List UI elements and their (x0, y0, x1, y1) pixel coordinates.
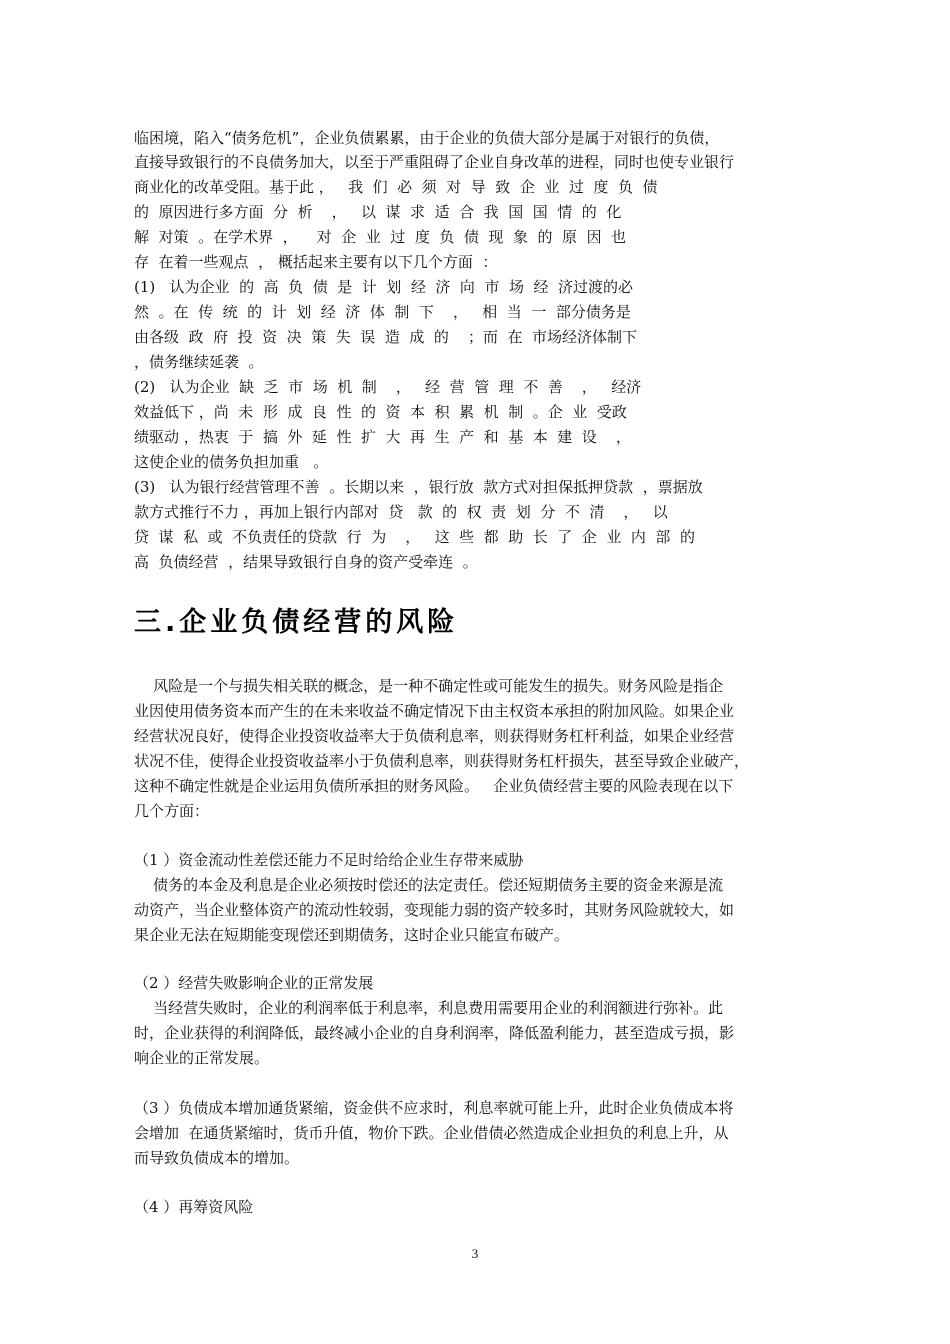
text-line: 几个方面： (134, 802, 210, 820)
text-line: 时，企业获得的利润降低，最终减小企业的自身利润率，降低盈利能力，甚至造成亏损，影 (134, 1024, 735, 1042)
risk-heading: （2 ）经营失败影响企业的正常发展 (134, 974, 374, 992)
text-line: 这种不确定性就是企业运用负债所承担的财务风险。 企业负债经营主要的风险表现在以下 (134, 777, 734, 795)
text-line: 会增加 在通货紧缩时，货币升值，物价下跌。企业借债必然造成企业担负的利息上升，从 (134, 1124, 729, 1142)
section-heading: 三.企业负债经营的风险 (134, 607, 459, 638)
text-line: (2) 认为企业 缺 乏 市 场 机 制 ， 经 营 管 理 不 善 ， 经济 (134, 378, 642, 396)
text-line: 而导致负债成本的增加。 (134, 1149, 300, 1167)
text-line: 动资产，当企业整体资产的流动性较弱，变现能力弱的资产较多时，其财务风险就较大，如 (134, 901, 735, 919)
text-line: 绩驱动 ，热衷 于 搞 外 延 性 扩 大 再 生 产 和 基 本 建 设 ， (134, 428, 631, 446)
text-line: 果企业无法在短期能变现偿还到期债务，这时企业只能宣布破产。 (134, 926, 570, 944)
text-line: 解 对策 。在学术界 ， 对 企 业 过 度 负 债 现 象 的 原 因 也 (134, 228, 627, 246)
text-line: 贷 谋 私 或 不负责任的贷款 行 为 ， 这 些 都 助 长 了 企 业 内 部 的 (134, 528, 695, 546)
text-line: 存 在着一些观点 ， 概括起来主要有以下几个方面 ： (134, 253, 498, 271)
text-line: 直接导致银行的不良债务加大，以至于严重阻碍了企业自身改革的进程，同时也使专业银行 (134, 153, 735, 171)
text-line: 业因使用债务资本而产生的在未来收益不确定情况下由主权资本承担的附加风险。如果企业 (134, 702, 735, 720)
text-line: 的 原因进行多方面 分 析 ， 以 谋 求 适 合 我 国 国 情 的 化 (134, 203, 622, 221)
text-line: 风险是一个与损失相关联的概念，是一种不确定性或可能发生的损失。财务风险是指企 (134, 677, 724, 695)
risk-heading: （4 ）再筹资风险 (134, 1198, 254, 1216)
text-line: 临困境，陷入“债务危机”，企业负债累累，由于企业的负债大部分是属于对银行的负债， (134, 129, 720, 147)
text-line: 当经营失败时，企业的利润率低于利息率，利息费用需要用企业的利润额进行弥补。此 (134, 999, 724, 1017)
text-line: (1) 认为企业 的 高 负 债 是 计 划 经 济 向 市 场 经 济过渡的必 (134, 278, 634, 296)
text-line: 经营状况良好，使得企业投资收益率大于负债利息率，则获得财务杠杆利益，如果企业经营 (134, 727, 735, 745)
text-line: 高 负债经营 ，结果导致银行自身的资产受牵连 。 (134, 553, 478, 571)
text-line: 款方式推行不力 ，再加上银行内部对 贷 款 的 权 责 划 分 不 清 ， 以 (134, 503, 668, 521)
text-line: 债务的本金及利息是企业必须按时偿还的法定责任。偿还短期债务主要的资金来源是流 (134, 876, 724, 894)
text-line: 这使企业的债务负担加重 。 (134, 453, 329, 471)
risk-heading: （1 ）资金流动性差偿还能力不足时给给企业生存带来威胁 (134, 851, 524, 869)
text-line: 然 。在 传 统 的 计 划 经 济 体 制 下 ， 相 当 一 部分债务是 (134, 303, 631, 321)
text-line: 由各级 政 府 投 资 决 策 失 误 造 成 的 ；而 在 市场经济体制下 (134, 328, 638, 346)
text-line: (3) 认为银行经营管理不善 。长期以来 ，银行放 款方式对担保抵押贷款 ，票据放 (134, 478, 703, 496)
text-line: 商业化的改革受阻。基于此 ， 我 们 必 须 对 导 致 企 业 过 度 负 债 (134, 178, 658, 196)
text-line: 效益低下 ，尚 未 形 成 良 性 的 资 本 积 累 机 制 。企 业 受政 (134, 403, 627, 421)
text-line: ，债务继续延袭 。 (134, 353, 264, 371)
risk-heading: （3 ）负债成本增加通货紧缩，资金供不应求时，利息率就可能上升，此时企业负债成本将 (134, 1099, 734, 1117)
text-line: 状况不佳，使得企业投资收益率小于负债利息率，则获得财务杠杆损失，甚至导致企业破产， (134, 752, 750, 770)
page-number: 3 (471, 1246, 479, 1261)
text-line: 响企业的正常发展。 (134, 1049, 270, 1067)
